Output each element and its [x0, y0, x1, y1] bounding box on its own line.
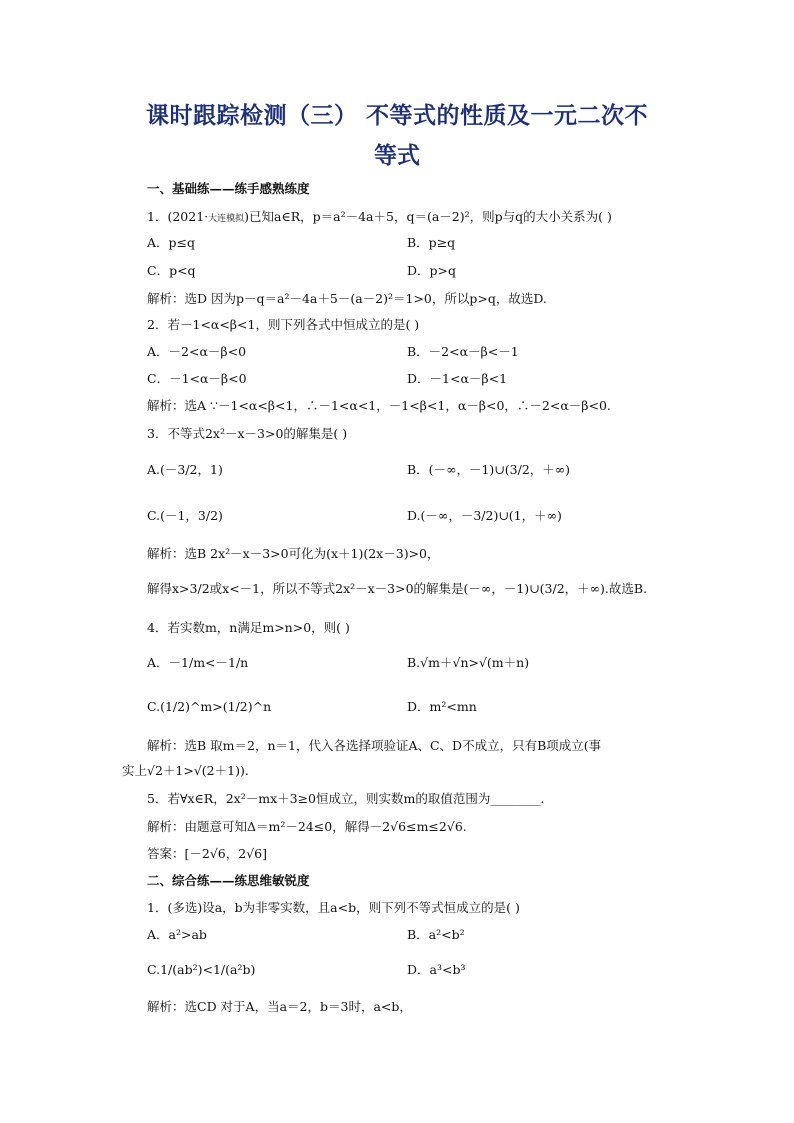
question-4-option-a: A．－1/m<－1/n: [147, 655, 249, 670]
question-2-option-d: D．－1<α－β<1: [407, 371, 508, 386]
question-1-option-a: A．p≤q: [147, 235, 196, 250]
question-4-solution-1: 解析：选B 取m＝2，n＝1，代入各选择项验证A、C、D不成立，只有B项成立(事: [147, 738, 602, 753]
question-2-stem: 2．若－1<α<β<1，则下列各式中恒成立的是( ): [147, 317, 420, 332]
question-5-answer: 答案：[－2√6，2√6]: [147, 846, 267, 861]
question-6-solution: 解析：选CD 对于A，当a＝2，b＝3时，a<b，: [147, 999, 412, 1014]
question-1-solution: 解析：选D 因为p－q＝a²－4a＋5－(a－2)²＝1>0，所以p>q，故选D.: [147, 291, 547, 306]
source-tag: 大连模拟: [208, 214, 245, 224]
question-6-option-c: C.1/(ab²)<1/(a²b): [147, 962, 256, 977]
question-3-option-c: C.(－1，3/2): [147, 508, 223, 523]
question-6-option-a: A．a²>ab: [147, 927, 207, 942]
question-1-option-c: C．p<q: [147, 263, 196, 278]
question-2-option-c: C．－1<α－β<0: [147, 371, 247, 386]
question-6-option-d: D．a³<b³: [407, 962, 466, 977]
question-3-stem: 3．不等式2x²－x－3>0的解集是( ): [147, 426, 348, 441]
page-title: [120, 96, 674, 176]
question-3-option-b: B．(－∞，－1)∪(3/2，＋∞): [407, 462, 571, 477]
question-4-option-c: C.(1/2)^m>(1/2)^n: [147, 699, 272, 714]
question-5-solution: 解析：由题意可知Δ＝m²－24≤0，解得－2√6≤m≤2√6.: [147, 819, 467, 834]
question-4-stem: 4．若实数m，n满足m>n>0，则( ): [147, 620, 350, 635]
question-4-solution-2: 实上√2＋1>√(2＋1)).: [122, 763, 249, 778]
title-line-2: 等式: [374, 143, 420, 169]
question-1-option-b: B．p≥q: [407, 235, 456, 250]
question-6-option-b: B．a²<b²: [407, 927, 465, 942]
section-heading-comprehensive: 二、综合练——练思维敏锐度: [147, 873, 310, 888]
question-1-stem: 1．(2021·大连模拟)已知a∈R，p＝a²－4a＋5，q＝(a－2)²，则p与q的大小关系为( ): [147, 209, 612, 224]
title-line-1: 课时跟踪检测（三） 不等式的性质及一元二次不: [145, 103, 648, 129]
question-1-option-d: D．p>q: [407, 263, 456, 278]
question-2-option-b: B．－2<α－β<－1: [407, 344, 519, 359]
question-3-solution-1: 解析：选B 2x²－x－3>0可化为(x＋1)(2x－3)>0，: [147, 546, 440, 561]
question-3-option-d: D.(－∞，－3/2)∪(1，＋∞): [407, 508, 562, 523]
question-4-option-b: B.√m＋√n>√(m＋n): [407, 655, 530, 670]
section-heading-basic: 一、基础练——练手感熟练度: [147, 181, 310, 196]
question-2-option-a: A．－2<α－β<0: [147, 344, 247, 359]
question-2-solution: 解析：选A ∵－1<α<β<1，∴－1<α<1，－1<β<1，α－β<0，∴－2<α－β<0.: [147, 398, 611, 413]
question-3-option-a: A.(－3/2，1): [147, 462, 223, 477]
question-6-stem: 1．(多选)设a，b为非零实数，且a<b，则下列不等式恒成立的是( ): [147, 900, 520, 915]
question-4-option-d: D．m²<mn: [407, 699, 477, 714]
question-3-solution-2: 解得x>3/2或x<－1，所以不等式2x²－x－3>0的解集是(－∞，－1)∪(3/2，＋∞).故选B.: [147, 581, 648, 596]
question-5-stem: 5．若∀x∈R，2x²－mx＋3≥0恒成立，则实数m的取值范围为________.: [147, 791, 545, 806]
